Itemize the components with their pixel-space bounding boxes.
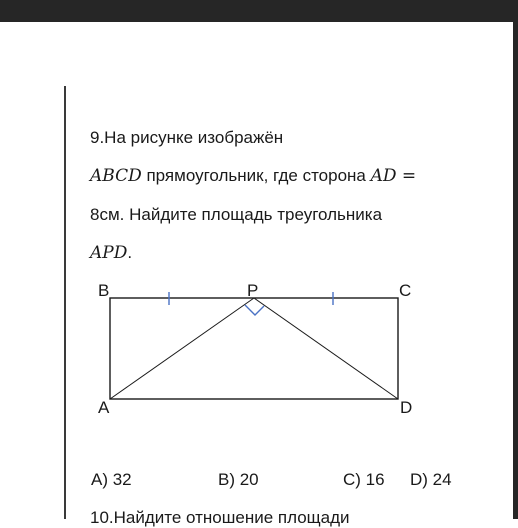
label-b: B bbox=[98, 281, 110, 300]
side-name: AD bbox=[370, 166, 397, 186]
answer-option-d: D) 24 bbox=[410, 470, 452, 489]
problem-text-fragment: прямоугольник, где сторона bbox=[141, 166, 371, 185]
triangle-name: APD bbox=[90, 243, 128, 263]
segment-ap bbox=[110, 298, 254, 399]
problem-question: 8см. Найдите площадь треугольника bbox=[90, 205, 383, 224]
next-problem-text: 10.Найдите отношение площади bbox=[90, 508, 350, 527]
answer-option-a: A) 32 bbox=[91, 470, 132, 489]
segment-pd bbox=[254, 298, 398, 399]
answer-option-c: C) 16 bbox=[343, 470, 385, 489]
rectangle-name: ABCD bbox=[90, 166, 142, 186]
label-d: D bbox=[400, 398, 413, 417]
period: . bbox=[127, 243, 133, 262]
label-a: A bbox=[98, 398, 110, 417]
equals-sign: = bbox=[396, 166, 417, 186]
label-p: P bbox=[247, 281, 259, 300]
answer-option-b: B) 20 bbox=[218, 470, 259, 489]
problem-number-and-text: 9.На рисунке изображён bbox=[90, 128, 284, 147]
label-c: C bbox=[399, 281, 412, 300]
right-angle-marker bbox=[245, 305, 264, 315]
